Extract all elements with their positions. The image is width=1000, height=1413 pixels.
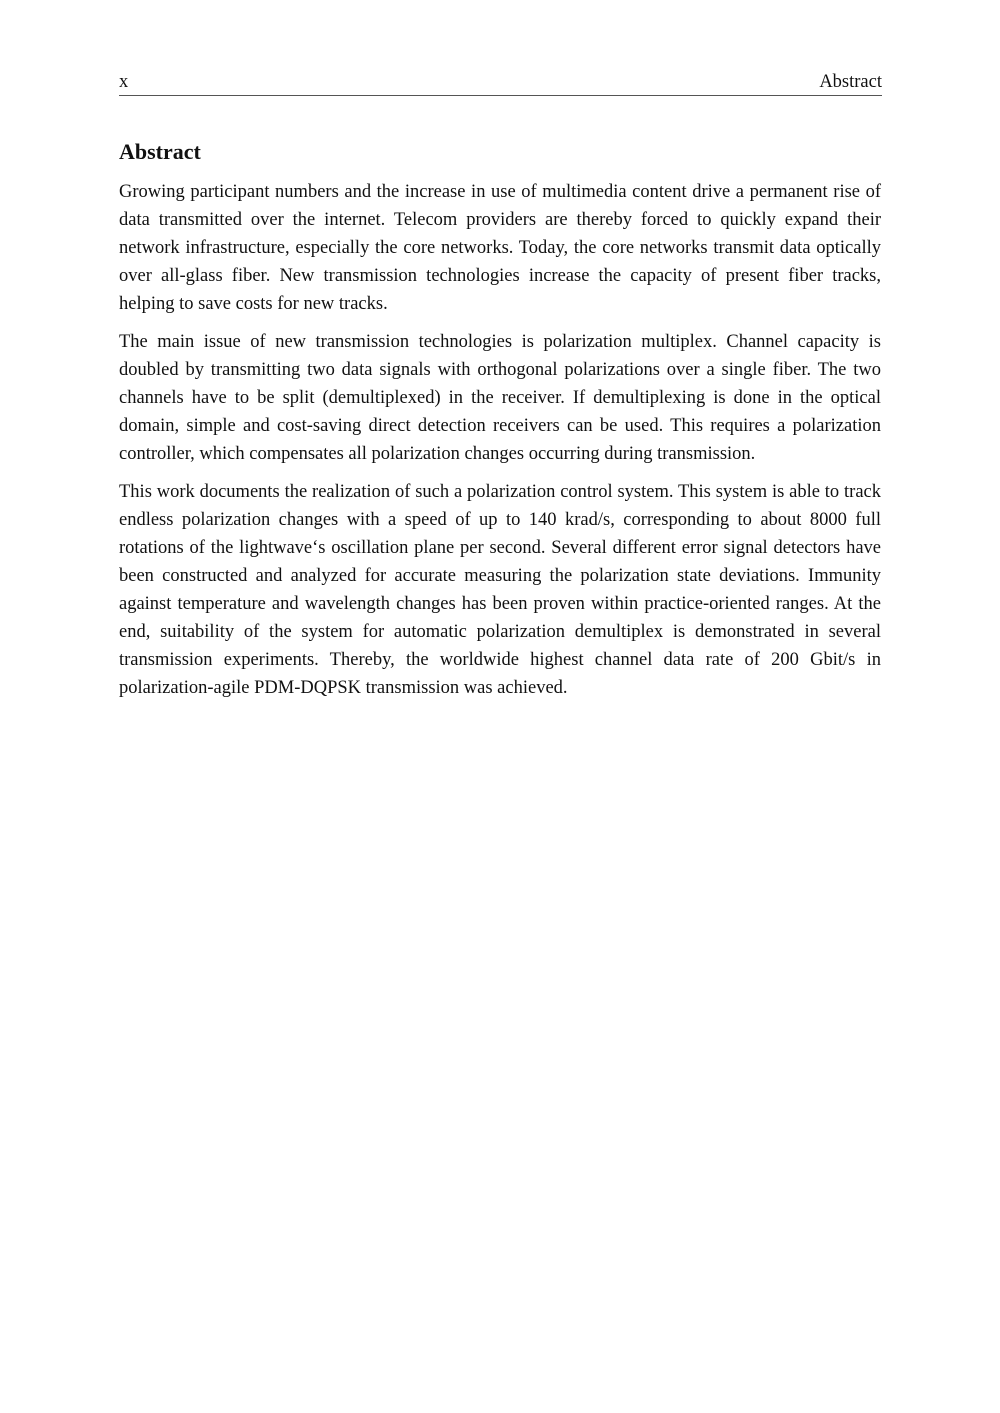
running-head: Abstract [819, 72, 882, 92]
page-header [119, 70, 882, 96]
paragraph-1: Growing participant numbers and the increase in use of multimedia content drive a permanent rise of data transmitted over the internet. Telecom providers are thereby forced to quickly expand their network infrastructure, especially the core networks. Today, the core networks transmit data optically over all-glass fiber. New transmission technologies increase the capacity of present fiber tracks, helping to save costs for new tracks. [119, 182, 881, 314]
page-number: x [119, 72, 129, 92]
paragraph-3: This work documents the realization of such a polarization control system. This system is able to track endless polarization changes with a speed of up to 140 krad/s, corresponding to about 8000 full rotations of the lightwave‘s oscillation plane per second. Several different error signal detectors have been constructed and analyzed for accurate measuring the polarization state deviations. Immunity against temperature and wavelength changes has been proven within practice-oriented ranges. At the end, suitability of the system for automatic polarization demultiplex is demonstrated in several transmission experiments. Thereby, the worldwide highest channel data rate of 200 Gbit/s in polarization-agile PDM-DQPSK transmission was achieved. [119, 482, 881, 698]
section-title: Abstract [119, 139, 201, 164]
abstract-section [119, 136, 881, 712]
paragraph-2: The main issue of new transmission technologies is polarization multiplex. Channel capacity is doubled by transmitting two data signals with orthogonal polarizations over a single fiber. The two channels have to be split (demultiplexed) in the receiver. If demultiplexing is done in the optical domain, simple and cost-saving direct detection receivers can be used. This requires a polarization controller, which compensates all polarization changes occurring during transmission. [119, 332, 881, 464]
